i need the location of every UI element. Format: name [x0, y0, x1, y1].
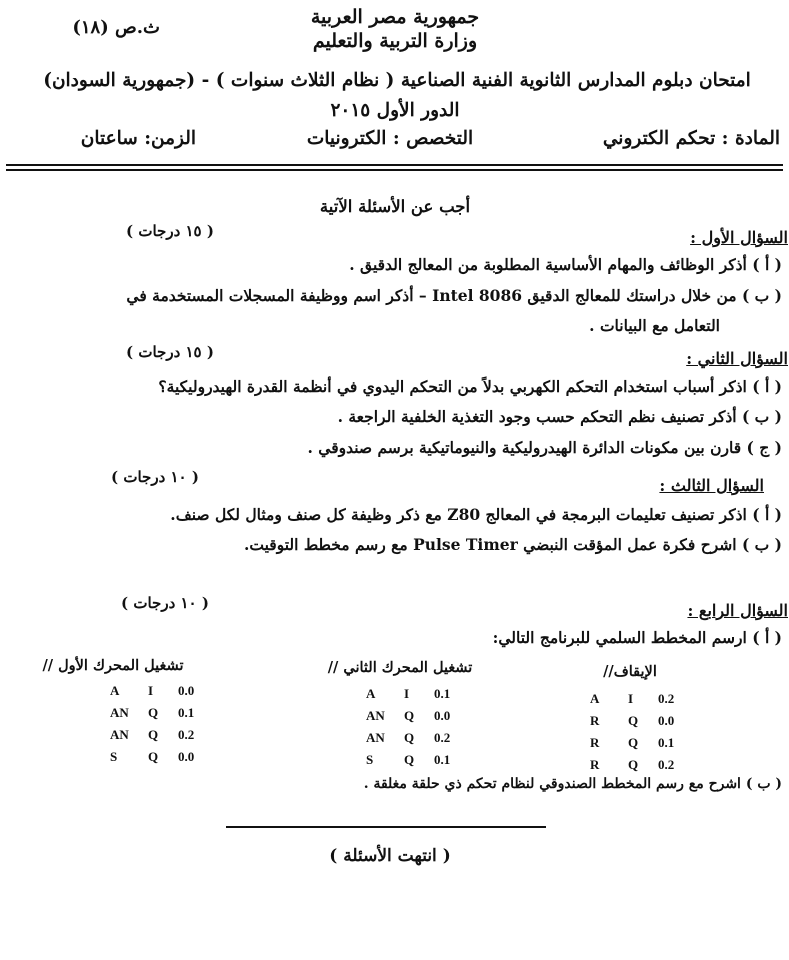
q1-part-b-line1: ( ب ) من خلال دراستك للمعالج الدقيق Intel 8086 – أذكر اسم ووظيفة المسجلات المستخدمة في	[126, 286, 782, 305]
program-line: R Q 0.2	[590, 757, 675, 772]
q2-part-b: ( ب ) أذكر تصنيف نظم التحكم حسب وجود التغذية الخلفية الراجعة .	[337, 407, 782, 426]
q1-part-b-line2: التعامل مع البيانات .	[589, 316, 720, 335]
exam-title: امتحان دبلوم المدارس الثانوية الفنية الصناعية ( نظام الثلاث سنوات ) - (جمهورية السودان)	[43, 70, 751, 91]
ministry-title: وزارة التربية والتعليم	[312, 30, 478, 52]
q4-title: السؤال الرابع :	[687, 601, 788, 620]
instructions: أجب عن الأسئلة الآتية	[319, 197, 471, 216]
program-line: S Q 0.1	[366, 752, 451, 767]
header-divider-bottom	[6, 169, 783, 171]
end-of-questions: ( انتهت الأسئلة )	[329, 846, 451, 866]
program-motor1-title: تشغيل المحرك الأول //	[42, 657, 184, 674]
q2-part-c: ( ج ) قارن بين مكونات الدائرة الهيدروليكية والنيوماتيكية برسم صندوقي .	[307, 438, 782, 457]
program-motor1-code	[110, 680, 194, 768]
program-line: A I 0.1	[366, 686, 451, 701]
program-line: AN Q 0.2	[366, 730, 451, 745]
q2-title: السؤال الثاني :	[686, 349, 788, 368]
header-divider-top	[6, 164, 783, 166]
q4-part-a: ( أ ) ارسم المخطط السلمي للبرنامج التالي:	[492, 628, 782, 647]
q4-part-b: ( ب ) اشرح مع رسم المخطط الصندوقي لنظام تحكم ذي حلقة مغلقة .	[363, 776, 782, 792]
q2-marks: ( ١٥ درجات )	[126, 343, 214, 361]
q4-marks: ( ١٠ درجات )	[121, 594, 209, 612]
program-line: AN Q 0.1	[110, 705, 195, 720]
footer-divider	[226, 826, 546, 828]
q1-title: السؤال الأول :	[690, 228, 788, 247]
program-line: A I 0.0	[110, 683, 195, 698]
program-motor2-title: تشغيل المحرك الثاني //	[327, 659, 473, 676]
q3-title: السؤال الثالث :	[659, 476, 764, 495]
program-line: AN Q 0.2	[110, 727, 195, 742]
program-line: S Q 0.0	[110, 749, 195, 764]
program-line: A I 0.2	[590, 691, 675, 706]
exam-code: ث.ص (١٨)	[72, 17, 160, 38]
program-line: AN Q 0.0	[366, 708, 451, 723]
exam-round: الدور الأول ٢٠١٥	[330, 100, 460, 121]
q2-part-a: ( أ ) اذكر أسباب استخدام التحكم الكهربي بدلاً من التحكم اليدوي في أنظمة القدرة الهيدروليكية؟	[158, 377, 782, 396]
program-stop-title: الإيقاف//	[603, 663, 657, 680]
q3-part-a: ( أ ) اذكر تصنيف تعليمات البرمجة في المعالج Z80 مع ذكر وظيفة كل صنف ومثال لكل صنف.	[170, 505, 782, 524]
country-title: جمهورية مصر العربية	[310, 6, 480, 28]
q1-part-a: ( أ ) أذكر الوظائف والمهام الأساسية المطلوبة من المعالج الدقيق .	[349, 255, 782, 274]
program-line: R Q 0.0	[590, 713, 675, 728]
subject-field: المادة : تحكم الكتروني	[602, 128, 780, 149]
q3-part-b: ( ب ) اشرح فكرة عمل المؤقت النبضي Pulse Timer مع رسم مخطط التوقيت.	[244, 535, 782, 554]
q1-marks: ( ١٥ درجات )	[126, 222, 214, 240]
time-field: الزمن: ساعتان	[80, 128, 196, 149]
q3-marks: ( ١٠ درجات )	[111, 468, 199, 486]
specialization-field: التخصص : الكترونيات	[306, 128, 474, 149]
program-stop-code	[590, 688, 674, 776]
program-motor2-code	[366, 683, 450, 771]
program-line: R Q 0.1	[590, 735, 675, 750]
